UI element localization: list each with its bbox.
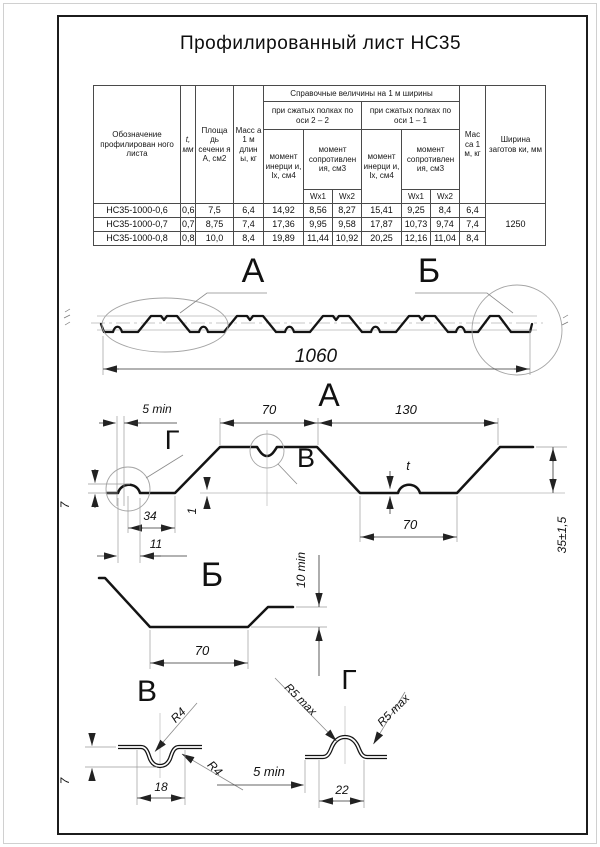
sheet-profile-path (101, 316, 532, 332)
table-cell: 7,4 (460, 218, 486, 232)
axis-end-marks-left (64, 309, 70, 325)
detail-g-label: Г (341, 664, 357, 695)
dim-22 (319, 760, 364, 808)
dim-70-b (150, 630, 248, 669)
table-cell: 0,7 (181, 218, 196, 232)
table-cell: 20,25 (362, 232, 402, 246)
section-a-label-v: В (296, 443, 316, 473)
detail-v-label: В (136, 675, 158, 708)
section-a-label: А (318, 377, 340, 413)
dim-11 (97, 498, 187, 563)
dim-label-18: 18 (154, 780, 168, 794)
table-cell: 17,36 (264, 218, 304, 232)
table-cell: 7,4 (234, 218, 264, 232)
table-cell: 9,25 (402, 204, 431, 218)
table-cell: 6,4 (460, 204, 486, 218)
col-wx2-a: Wx2 (333, 190, 362, 204)
overview-label-b: Б (417, 252, 441, 290)
dim-label-t: t (406, 458, 410, 473)
col-wx1-a: Wx1 (304, 190, 333, 204)
dim-label-r4-lower: R4 (204, 757, 226, 779)
table-cell: 0,8 (181, 232, 196, 246)
dim-5min-g (217, 760, 305, 793)
dim-34 (128, 496, 175, 533)
dim-label-5min-g: 5 min (253, 764, 285, 779)
leader-g (146, 455, 183, 478)
dim-7-v (58, 733, 157, 784)
table-cell: 11,04 (431, 232, 460, 246)
dim-label-1: 1 (185, 507, 199, 515)
axis-end-marks-right (562, 315, 568, 325)
table-cell: 15,41 (362, 204, 402, 218)
table-cell: НС35-1000-0,8 (94, 232, 181, 246)
technical-drawing (57, 248, 584, 826)
table-cell: 9,95 (304, 218, 333, 232)
table-cell: 10,73 (402, 218, 431, 232)
radius-r4-upper (155, 703, 197, 752)
table-row (94, 204, 546, 218)
col-wx2-b: Wx2 (431, 190, 460, 204)
col-designation: Обозначение профилирован ного листа (94, 86, 181, 204)
dim-1 (185, 477, 207, 514)
col-wx1-b: Wx1 (402, 190, 431, 204)
table-cell: 11,44 (304, 232, 333, 246)
radius-r5-left (275, 678, 337, 741)
table-cell: 7,5 (196, 204, 234, 218)
dim-label-7-v: 7 (58, 777, 72, 785)
blank-width-value: 1250 (486, 204, 546, 246)
col-blank-width: Ширина заготов ки, мм (486, 86, 546, 204)
leader-v (278, 464, 297, 484)
dim-label-r4-upper: R4 (167, 704, 189, 726)
detail-g-profile-inner (305, 737, 387, 757)
dim-label-22: 22 (335, 783, 349, 797)
dim-label-70-b: 70 (194, 643, 210, 658)
col-axis-1-1: при сжатых полках по оси 1 – 1 (362, 102, 460, 130)
dim-35 (536, 447, 569, 553)
table-cell: 8,4 (460, 232, 486, 246)
col-mass-length: Масс а 1 м длин ы, кг (234, 86, 264, 204)
table-cell: 19,89 (264, 232, 304, 246)
table-cell: 10,0 (196, 232, 234, 246)
section-b (99, 552, 327, 676)
table-cell: НС35-1000-0,7 (94, 218, 181, 232)
col-inertia-1: момент инерци и, Ix, см4 (362, 130, 402, 204)
leader-b (415, 293, 513, 313)
col-inertia-2: момент инерци и, Ix, см4 (264, 130, 304, 204)
dim-label-10min: 10 min (294, 551, 308, 589)
table-cell: 8,4 (431, 204, 460, 218)
detail-a-ellipse (102, 298, 228, 352)
table-cell: НС35-1000-0,6 (94, 204, 181, 218)
table-cell: 12,16 (402, 232, 431, 246)
table-cell: 8,56 (304, 204, 333, 218)
profile-overview (64, 252, 568, 375)
section-b-label: Б (200, 556, 224, 594)
spec-table (93, 85, 546, 246)
col-thickness: t, мм (181, 86, 196, 204)
page-title: Профилированный лист НС35 (179, 33, 462, 54)
dim-label-r5-right: R5 max (375, 692, 413, 730)
dim-label-70-top: 70 (261, 402, 277, 417)
col-area: Площа дь сечени я А, см2 (196, 86, 234, 204)
dim-130 (318, 402, 498, 445)
dim-1060 (103, 330, 530, 375)
section-b-profile (99, 578, 293, 627)
dim-label-70-bottom: 70 (402, 517, 418, 532)
overview-label-a: А (241, 252, 265, 290)
dim-label-5min: 5 min (142, 402, 172, 416)
dim-label-7: 7 (58, 501, 72, 509)
table-cell: 8,75 (196, 218, 234, 232)
section-a (58, 377, 569, 563)
table-cell: 9,58 (333, 218, 362, 232)
table-cell: 9,74 (431, 218, 460, 232)
dim-18 (137, 750, 185, 805)
col-reference-span: Справочные величины на 1 м ширины (264, 86, 460, 102)
section-a-label-g: Г (164, 425, 180, 455)
leader-a (180, 293, 267, 313)
table-cell: 8,27 (333, 204, 362, 218)
table-cell: 6,4 (234, 204, 264, 218)
dim-label-11: 11 (149, 537, 163, 551)
table-row (94, 218, 546, 232)
detail-g-profile (305, 737, 387, 757)
dim-70-top (220, 402, 318, 445)
dim-label-1060: 1060 (294, 346, 338, 367)
col-mass: Мас са 1 м, кг (460, 86, 486, 204)
dim-label-130: 130 (395, 402, 417, 417)
dim-label-r5-left: R5 max (281, 681, 319, 719)
table-row (94, 232, 546, 246)
table-cell: 8,4 (234, 232, 264, 246)
dim-label-34: 34 (143, 509, 157, 523)
detail-g (217, 664, 413, 808)
table-cell: 17,87 (362, 218, 402, 232)
table-cell: 14,92 (264, 204, 304, 218)
detail-v (58, 675, 243, 805)
dim-label-35: 35±1,5 (555, 516, 569, 554)
table-cell: 10,92 (333, 232, 362, 246)
col-resistance-1: момент сопротивлен ия, см3 (402, 130, 460, 190)
table-cell: 0,6 (181, 204, 196, 218)
radius-r5-right (374, 692, 414, 744)
dim-70-bottom (360, 496, 457, 542)
col-resistance-2: момент сопротивлен ия, см3 (304, 130, 362, 190)
col-axis-2-2: при сжатых полках по оси 2 – 2 (264, 102, 362, 130)
